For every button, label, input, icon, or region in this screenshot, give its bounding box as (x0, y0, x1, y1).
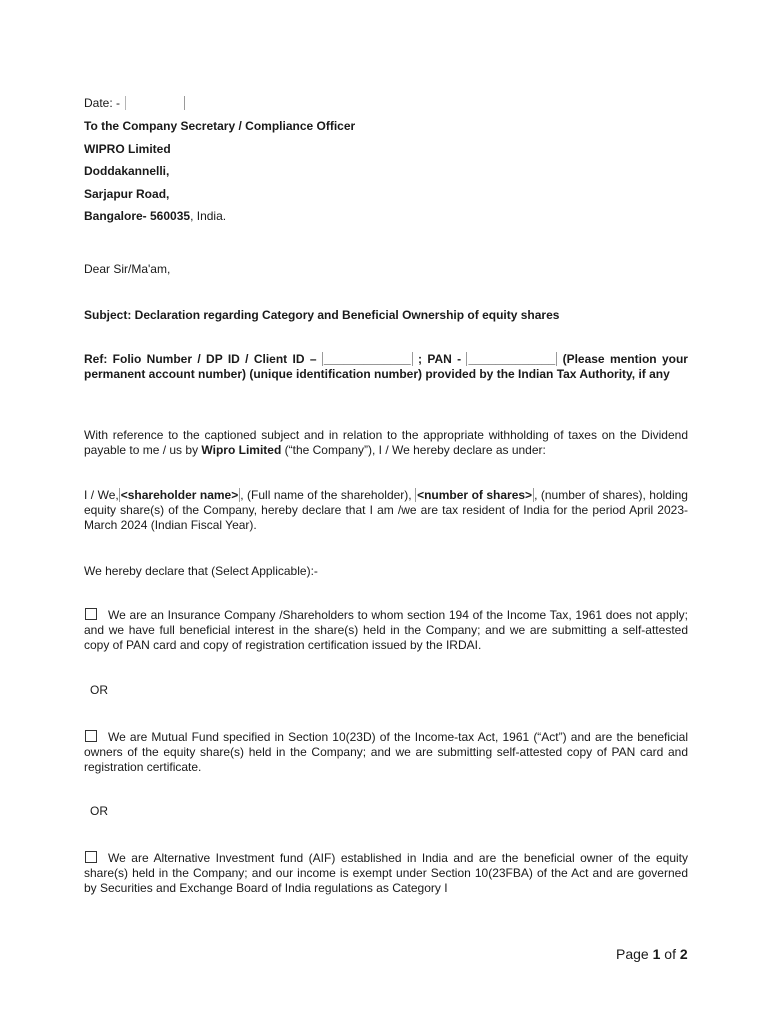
page-label: Page (616, 946, 653, 962)
date-field[interactable] (125, 96, 185, 110)
date-label: Date: - (84, 96, 121, 110)
addressee-city-bold: Bangalore- 560035 (84, 209, 191, 223)
intro-part-1: With reference to the captioned subject and in relation to the appropriate withholding of taxes on the Dividend payable to me / us by (84, 428, 688, 457)
addressee-road: Sarjapur Road, (84, 187, 170, 201)
addressee-city-rest: , India. (190, 209, 227, 223)
salutation: Dear Sir/Ma'am, (84, 262, 171, 276)
folio-field[interactable]: _____________ (323, 352, 411, 366)
pan-field[interactable]: _____________ (468, 352, 556, 366)
addressee-line-1: To the Company Secretary / Compliance Officer (84, 119, 356, 133)
declaration-paragraph (84, 488, 688, 533)
or-separator-1: OR (90, 683, 108, 697)
ref-prefix: Ref: Folio Number / DP ID / Client ID – (84, 352, 317, 366)
option-aif (84, 851, 688, 896)
intro-paragraph (84, 428, 688, 458)
option-insurance-checkbox[interactable] (85, 608, 97, 620)
intro-part-2: (“the Company”), I / We hereby declare as under: (281, 443, 546, 457)
ref-suffix: (Please mention your permanent account number) (unique identification number) provided by the Indian Tax Authority, if any (84, 352, 688, 381)
option-insurance-text: We are an Insurance Company /Shareholders to whom section 194 of the Income Tax, 1961 does not apply; and we have full beneficial interest in the share(s) held in the Company; and we are submitting a self-attested copy of PAN card and copy of registration certification issued by the IRDAI. (84, 608, 688, 652)
date-line (84, 96, 688, 111)
declaration-part-2: , (Full name of the shareholder), (240, 488, 416, 502)
option-mutual-fund-checkbox[interactable] (85, 730, 97, 742)
page-current: 1 (652, 946, 661, 962)
declaration-part-3: , (number of shares), holding equity share(s) of the Company, hereby declare that I am /we are tax resident of India for the period April 2023-March 2024 (Indian Fiscal Year). (84, 488, 688, 532)
shareholder-name-field[interactable]: <shareholder name> (120, 488, 239, 502)
addressee-city (84, 209, 688, 224)
option-mutual-fund-text: We are Mutual Fund specified in Section 10(23D) of the Income-tax Act, 1961 (“Act”) and are the beneficial owners of the equity share(s) held in the Company; and we are submitting self-attested copy of PAN card and registration certificate. (84, 730, 688, 774)
intro-company: Wipro Limited (201, 443, 282, 457)
or-separator-2: OR (90, 804, 108, 818)
reference-block (84, 352, 688, 382)
declaration-part-1: I / We, (84, 488, 119, 502)
addressee-company: WIPRO Limited (84, 142, 171, 156)
page-of: of (660, 946, 680, 962)
option-insurance (84, 608, 688, 653)
page-total: 2 (679, 946, 688, 962)
addressee-street: Doddakannelli, (84, 164, 170, 178)
option-aif-checkbox[interactable] (85, 851, 97, 863)
option-mutual-fund (84, 730, 688, 775)
pan-label: ; PAN - (418, 352, 462, 366)
page-number (616, 946, 688, 962)
select-applicable-line: We hereby declare that (Select Applicable):- (84, 564, 318, 578)
option-aif-text: We are Alternative Investment fund (AIF) established in India and are the beneficial owner of the equity share(s) held in the Company; and our income is exempt under Section 10(23FBA) of the Act and are governed by Securities and Exchange Board of India regulations as Category I (84, 851, 688, 895)
subject-line: Subject: Declaration regarding Category and Beneficial Ownership of equity shares (84, 308, 560, 322)
number-of-shares-field[interactable]: <number of shares> (417, 488, 533, 502)
